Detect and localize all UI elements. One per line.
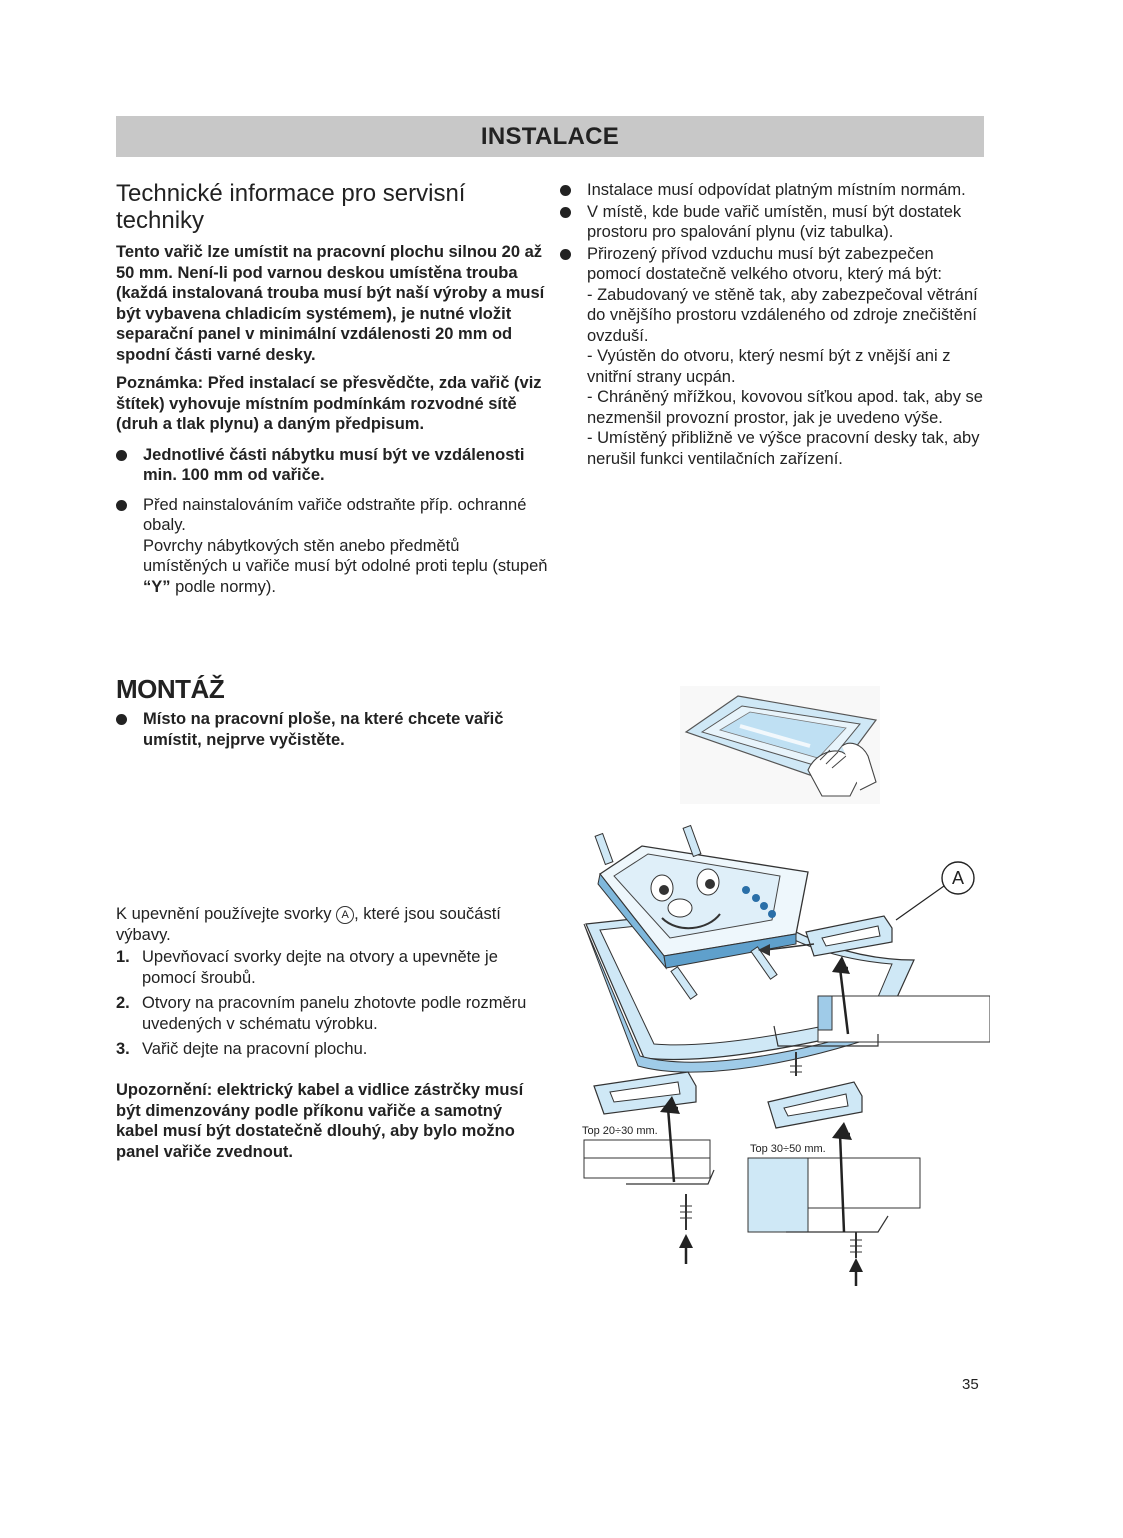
clamp-a-marker-icon: A — [336, 906, 354, 924]
bullet-subtext: - Umístěný přibližně ve výšce pracovní desky tak, aby nerušil funkci ventilačních zařízení. — [587, 429, 980, 468]
step-text: Vařič dejte na pracovní plochu. — [142, 1040, 368, 1058]
list-item — [116, 947, 548, 988]
bullet-dot-icon — [116, 500, 127, 511]
bullet-text: Přirozený přívod vzduchu musí být zabezpečen pomocí dostatečně velkého otvoru, který má být: — [587, 244, 942, 283]
bullet-subtext: - Vyústěn do otvoru, který nesmí být z vnější ani z vnitřní strany ucpán. — [587, 347, 951, 386]
list-item — [116, 709, 548, 750]
bullet-dot-icon — [560, 185, 571, 196]
bullet-subtext: - Zabudovaný ve stěně tak, aby zabezpečoval větrání do vnějšího prostoru vzdáleného od zdroje znečištění ovzduší. — [587, 285, 978, 345]
bullet-dot-icon — [560, 207, 571, 218]
thick-top-label: Top 30÷50 mm. — [750, 1143, 826, 1155]
tech-info-column — [116, 180, 548, 606]
assembly-section — [116, 676, 548, 759]
bullet-text: Instalace musí odpovídat platným místním normám. — [587, 181, 966, 199]
step-number: 1. — [116, 948, 130, 966]
section-header-bar — [116, 116, 984, 157]
step-text: Upevňovací svorky dejte na otvory a upevněte je pomocí šroubů. — [142, 948, 498, 987]
bullet-text: podle normy). — [170, 577, 276, 596]
list-item — [116, 445, 548, 486]
bullet-dot-icon — [560, 249, 571, 260]
list-item — [560, 244, 985, 470]
assembly-bullet-list — [116, 709, 548, 750]
page-number: 35 — [962, 1376, 979, 1393]
bullet-text: Místo na pracovní ploše, na které chcete vařič umístit, nejprve vyčistěte. — [143, 710, 504, 749]
list-item — [116, 495, 548, 598]
tech-info-paragraph: Tento vařič lze umístit na pracovní plochu silnou 20 až 50 mm. Není-li pod varnou deskou umístěna trouba (každá instalovaná trouba musí být naší výroby a musí být vybavena chladicím systémem), je nutné vložit separační panel v minimální vzdálenosti 20 mm od spodní části varné desky. — [116, 243, 545, 364]
assembly-illustration — [578, 820, 990, 1290]
bullet-dot-icon — [116, 714, 127, 725]
cleaning-illustration — [680, 686, 880, 804]
heat-grade-marker: “Y” — [143, 577, 171, 596]
bullet-text: Jednotlivé části nábytku musí být ve vzdálenosti min. 100 mm od vařiče. — [143, 445, 525, 484]
fixing-intro — [116, 904, 548, 945]
thin-top-label: Top 20÷30 mm. — [582, 1125, 658, 1137]
list-item — [116, 1039, 548, 1060]
step-text: Otvory na pracovním panelu zhotovte podle rozměru uvedených v schématu výrobku. — [142, 994, 527, 1033]
bullet-text: Před nainstalováním vařiče odstraňte příp. ochranné obaly. — [143, 495, 527, 534]
requirements-bullet-list — [560, 180, 985, 469]
fixing-intro-text: K upevnění používejte svorky — [116, 905, 337, 923]
list-item — [560, 180, 985, 201]
section-title: INSTALACE — [480, 122, 620, 150]
bullet-text: Povrchy nábytkových stěn anebo předmětů umístěných u vařiče musí být odolné proti teplu (stupeň — [143, 536, 548, 575]
assembly-heading: MONTÁŽ — [116, 674, 225, 704]
fixing-instructions — [116, 904, 548, 1065]
tech-note-paragraph: Poznámka: Před instalací se přesvědčte, zda vařič (viz štítek) vyhovuje místním podmínkám rozvodné sítě (druh a tlak plynu) a daným předpisum. — [116, 374, 542, 433]
tech-info-heading: Technické informace pro servisní techniky — [116, 180, 466, 234]
list-item — [116, 993, 548, 1034]
warning-text: Upozornění: elektrický kabel a vidlice zástrčky musí být dimenzovány podle příkonu vařiče a samotný kabel musí být dostatečně dlouhý, aby bylo možno panel vařiče zvednout. — [116, 1081, 524, 1161]
callout-a-label: A — [951, 868, 965, 888]
requirements-column — [560, 180, 985, 470]
bullet-text: V místě, kde bude vařič umístěn, musí být dostatek prostoru pro spalování plynu (viz tabulka). — [587, 202, 962, 241]
bullet-dot-icon — [116, 450, 127, 461]
fixing-steps-list — [116, 947, 548, 1060]
list-item — [560, 202, 985, 243]
fixing-intro-text: , které jsou součástí výbavy. — [116, 905, 501, 944]
tech-bullet-list — [116, 445, 548, 598]
electrical-warning — [116, 1080, 548, 1162]
step-number: 2. — [116, 994, 130, 1012]
bullet-subtext: - Chráněný mřížkou, kovovou síťkou apod. tak, aby se nezmenšil provozní prostor, jak je uvedeno výše. — [587, 388, 983, 427]
step-number: 3. — [116, 1040, 130, 1058]
